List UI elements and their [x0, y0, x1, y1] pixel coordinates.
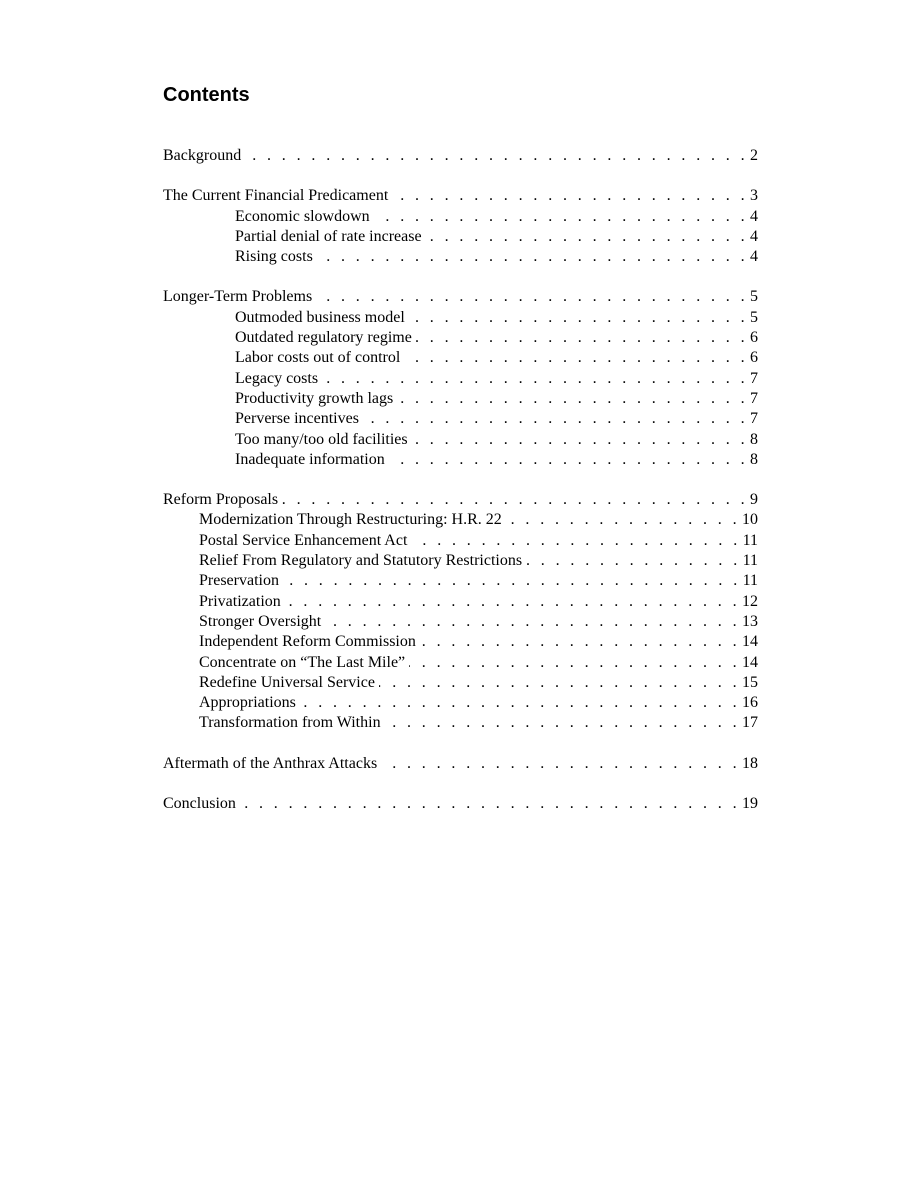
- dot-leader: [526, 551, 741, 571]
- toc-entry-page-number: 11: [742, 552, 758, 570]
- dot-leader: [397, 389, 748, 409]
- dot-leader: [420, 632, 740, 652]
- toc-entry-title: Stronger Oversight: [199, 612, 322, 630]
- toc-entry[interactable]: [163, 146, 758, 166]
- toc-entry[interactable]: [163, 227, 758, 247]
- toc-entry-page-number: 12: [742, 592, 758, 610]
- toc-section: [163, 287, 758, 470]
- toc-entry-page-number: 9: [750, 491, 758, 509]
- toc-entry-page-number: 5: [750, 308, 758, 326]
- toc-entry[interactable]: [163, 673, 758, 693]
- toc-entry-page-number: 11: [742, 572, 758, 590]
- dot-leader: [409, 308, 748, 328]
- toc-entry-page-number: 10: [742, 511, 758, 529]
- toc-entry[interactable]: [163, 551, 758, 571]
- toc-entry-page-number: 2: [750, 147, 758, 164]
- dot-leader: [374, 207, 748, 227]
- toc-entry-title: Relief From Regulatory and Statutory Restrictions: [199, 552, 523, 570]
- toc-entry-page-number: 7: [750, 369, 758, 387]
- toc-entry[interactable]: [163, 632, 758, 652]
- toc-entry-page-number: 7: [750, 410, 758, 428]
- toc-entry[interactable]: [163, 328, 758, 348]
- toc-entry[interactable]: [163, 490, 758, 510]
- dot-leader: [282, 490, 748, 510]
- toc-entry[interactable]: [163, 571, 758, 591]
- toc-entry-title: Perverse incentives: [235, 410, 359, 428]
- toc-entry-page-number: 6: [750, 329, 758, 347]
- toc-entry-page-number: 4: [750, 227, 758, 245]
- dot-leader: [245, 146, 748, 166]
- toc-entry-page-number: 6: [750, 349, 758, 367]
- dot-leader: [283, 571, 741, 591]
- toc-entry-title: Reform Proposals: [163, 491, 279, 509]
- dot-leader: [285, 592, 740, 612]
- toc-section: [163, 146, 758, 166]
- dot-leader: [412, 430, 748, 450]
- toc-entry[interactable]: [163, 430, 758, 450]
- toc-entry[interactable]: [163, 693, 758, 713]
- dot-leader: [300, 693, 740, 713]
- toc-entry[interactable]: [163, 612, 758, 632]
- toc-entry[interactable]: [163, 247, 758, 267]
- toc-entry[interactable]: [163, 389, 758, 409]
- toc-entry-page-number: 17: [742, 714, 758, 732]
- dot-leader: [404, 348, 748, 368]
- toc-entry-title: Modernization Through Restructuring: H.R. 22: [199, 511, 502, 529]
- dot-leader: [379, 673, 740, 693]
- toc-entry-page-number: 3: [750, 187, 758, 205]
- toc-entry-title: Independent Reform Commission: [199, 633, 416, 651]
- toc-entry[interactable]: [163, 653, 758, 673]
- toc-entry-page-number: 19: [742, 795, 758, 813]
- toc-entry-title: Too many/too old facilities: [235, 430, 408, 448]
- toc-entry-page-number: 14: [742, 653, 758, 671]
- dot-leader: [392, 186, 748, 206]
- toc-entry[interactable]: [163, 207, 758, 227]
- toc-entry[interactable]: [163, 308, 758, 328]
- toc-entry-title: Economic slowdown: [235, 207, 370, 225]
- toc-entry-title: Background: [163, 147, 242, 164]
- toc-entry-page-number: 4: [750, 207, 758, 225]
- toc-entry-title: Preservation: [199, 572, 279, 590]
- dot-leader: [506, 510, 740, 530]
- toc-entry-title: Concentrate on “The Last Mile”: [199, 653, 406, 671]
- table-of-contents: [163, 146, 758, 834]
- toc-entry-page-number: 5: [750, 288, 758, 306]
- toc-entry-title: Privatization: [199, 592, 281, 610]
- toc-section: [163, 490, 758, 734]
- dot-leader: [385, 713, 740, 733]
- toc-entry[interactable]: [163, 369, 758, 389]
- toc-entry[interactable]: [163, 754, 758, 774]
- toc-entry[interactable]: [163, 348, 758, 368]
- toc-entry-page-number: 15: [742, 673, 758, 691]
- toc-entry-page-number: 8: [750, 430, 758, 448]
- toc-entry[interactable]: [163, 450, 758, 470]
- toc-section: [163, 794, 758, 814]
- dot-leader: [240, 794, 740, 814]
- toc-section: [163, 186, 758, 267]
- toc-entry[interactable]: [163, 592, 758, 612]
- dot-leader: [411, 531, 740, 551]
- dot-leader: [322, 369, 748, 389]
- toc-entry-page-number: 11: [742, 531, 758, 549]
- toc-entry[interactable]: [163, 287, 758, 307]
- toc-entry-title: Partial denial of rate increase: [235, 227, 422, 245]
- toc-entry-page-number: 7: [750, 389, 758, 407]
- toc-entry-page-number: 16: [742, 694, 758, 712]
- toc-entry-page-number: 18: [742, 754, 758, 772]
- toc-entry-title: Outdated regulatory regime: [235, 329, 412, 347]
- toc-entry-title: The Current Financial Predicament: [163, 187, 389, 205]
- toc-entry-title: Rising costs: [235, 248, 313, 266]
- toc-entry-page-number: 4: [750, 248, 758, 266]
- toc-entry-title: Labor costs out of control: [235, 349, 401, 367]
- toc-entry[interactable]: [163, 409, 758, 429]
- toc-entry[interactable]: [163, 510, 758, 530]
- toc-entry-title: Inadequate information: [235, 450, 385, 468]
- toc-entry-title: Aftermath of the Anthrax Attacks: [163, 754, 378, 772]
- toc-entry[interactable]: [163, 531, 758, 551]
- dot-leader: [381, 754, 740, 774]
- toc-entry-title: Appropriations: [199, 694, 296, 712]
- toc-entry-title: Postal Service Enhancement Act: [199, 531, 408, 549]
- toc-entry[interactable]: [163, 713, 758, 733]
- toc-entry[interactable]: [163, 186, 758, 206]
- toc-section: [163, 754, 758, 774]
- toc-entry-title: Redefine Universal Service: [199, 673, 375, 691]
- toc-entry-title: Productivity growth lags: [235, 389, 394, 407]
- dot-leader: [316, 287, 748, 307]
- toc-entry-title: Outmoded business model: [235, 308, 405, 326]
- dot-leader: [317, 247, 748, 267]
- toc-entry-page-number: 13: [742, 612, 758, 630]
- toc-entry-page-number: 14: [742, 633, 758, 651]
- dot-leader: [416, 328, 748, 348]
- dot-leader: [325, 612, 740, 632]
- dot-leader: [363, 409, 748, 429]
- toc-entry[interactable]: [163, 794, 758, 814]
- toc-entry-page-number: 8: [750, 450, 758, 468]
- dot-leader: [389, 450, 748, 470]
- toc-entry-title: Transformation from Within: [199, 714, 381, 732]
- toc-entry-title: Longer-Term Problems: [163, 288, 313, 306]
- toc-entry-title: Legacy costs: [235, 369, 319, 387]
- dot-leader: [426, 227, 748, 247]
- contents-heading: Contents: [163, 84, 250, 106]
- dot-leader: [409, 653, 740, 673]
- toc-entry-title: Conclusion: [163, 795, 236, 813]
